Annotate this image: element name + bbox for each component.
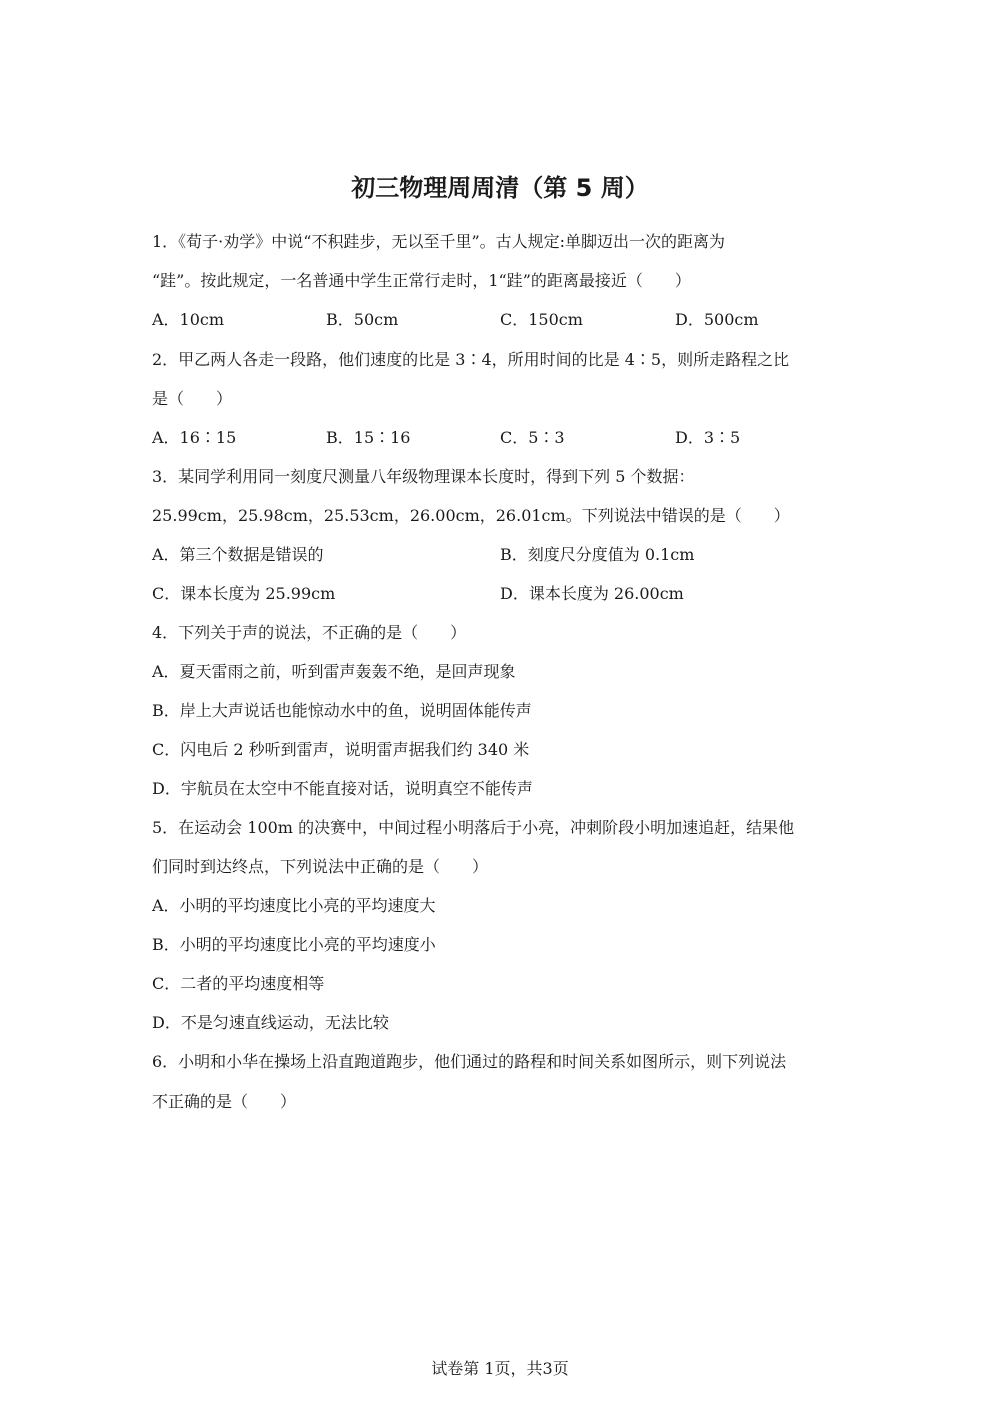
question-5-text-cont: 们同时到达终点，下列说法中正确的是（ ） (152, 857, 489, 876)
q1-option-d: D．500cm (675, 310, 759, 329)
q2-option-c: C．5∶3 (500, 428, 565, 447)
q3-option-b: B．刻度尺分度值为 0.1cm (500, 545, 695, 564)
q5-option-c: C．二者的平均速度相等 (152, 974, 325, 993)
q1-option-a: A．10cm (152, 310, 225, 329)
q4-option-b: B．岸上大声说话也能惊动水中的鱼，说明固体能传声 (152, 701, 532, 720)
question-1-text: 1．《荀子·劝学》中说“不积跬步，无以至千里”。古人规定:单脚迈出一次的距离为 (152, 232, 726, 251)
q4-option-d: D．宇航员在太空中不能直接对话，说明真空不能传声 (152, 779, 533, 798)
page-footer: 试卷第 1页，共3页 (431, 1359, 569, 1378)
q3-option-a: A．第三个数据是错误的 (152, 545, 324, 564)
question-5-text: 5．在运动会 100m 的决赛中，中间过程小明落后于小亮，冲刺阶段小明加速追赶，结果他 (152, 818, 795, 837)
question-1-text-cont: “跬”。按此规定，一名普通中学生正常行走时，1“跬”的距离最接近（ ） (152, 271, 691, 290)
q2-option-b: B．15∶16 (326, 428, 411, 447)
question-3-text: 3．某同学利用同一刻度尺测量八年级物理课本长度时，得到下列 5 个数据： (152, 467, 695, 486)
question-6-text-cont: 不正确的是（ ） (152, 1092, 297, 1111)
q5-option-a: A．小明的平均速度比小亮的平均速度大 (152, 896, 436, 915)
question-2-text-cont: 是（ ） (152, 389, 233, 408)
q1-option-c: C．150cm (500, 310, 583, 329)
question-2-text: 2．甲乙两人各走一段路，他们速度的比是 3∶4，所用时间的比是 4∶5，则所走路程之比 (152, 350, 790, 369)
q3-option-d: D．课本长度为 26.00cm (500, 584, 684, 603)
question-4-text: 4．下列关于声的说法，不正确的是（ ） (152, 623, 467, 642)
q1-option-b: B．50cm (326, 310, 399, 329)
page-title: 初三物理周周清（第 5 周） (351, 174, 649, 202)
q2-option-a: A．16∶15 (152, 428, 237, 447)
q4-option-a: A．夏天雷雨之前，听到雷声轰轰不绝，是回声现象 (152, 662, 516, 681)
q5-option-d: D．不是匀速直线运动，无法比较 (152, 1013, 389, 1032)
q2-option-d: D．3∶5 (675, 428, 741, 447)
question-3-text-cont: 25.99cm，25.98cm，25.53cm，26.00cm，26.01cm。下列说法中错误的是（ ） (152, 506, 790, 525)
question-6-text: 6．小明和小华在操场上沿直跑道跑步，他们通过的路程和时间关系如图所示，则下列说法 (152, 1052, 787, 1071)
q3-option-c: C．课本长度为 25.99cm (152, 584, 336, 603)
q5-option-b: B．小明的平均速度比小亮的平均速度小 (152, 935, 436, 954)
q4-option-c: C．闪电后 2 秒听到雷声，说明雷声据我们约 340 米 (152, 740, 530, 759)
